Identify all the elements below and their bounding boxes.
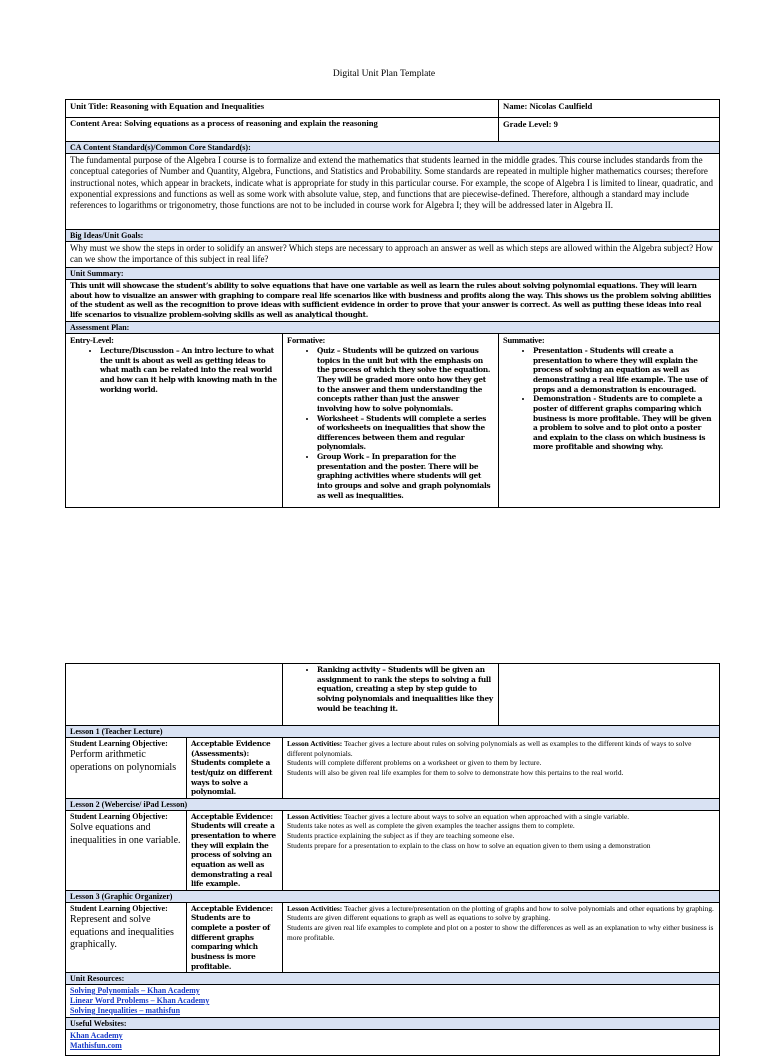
objective-text: Represent and solve equations and inequalities graphically. — [70, 914, 174, 951]
lesson-3-heading: Lesson 3 (Graphic Organizer) — [66, 890, 720, 902]
website-link-khan-academy[interactable]: Khan Academy — [70, 1031, 123, 1041]
big-ideas-heading: Big Ideas/Unit Goals: — [66, 230, 720, 242]
activity-line: Teacher gives a lecture/presentation on the plotting of graphs and how to solve polynomials and other equations by graphing. — [343, 903, 714, 913]
content-area-value: Solving equations as a process of reasoning and explain the reasoning — [124, 118, 378, 128]
lesson-1-objective-cell — [66, 738, 187, 799]
grade-label: Grade Level: — [503, 119, 552, 129]
formative-item: • Group Work – In preparation for the presentation and the poster. There will be graphing activities where students will get into groups and solve and graph polynomials as well as inequalities. — [317, 452, 494, 500]
lesson-2-activities-cell — [283, 810, 720, 890]
objective-label: Student Learning Objective: — [70, 811, 168, 821]
summative-item: • Presentation - Students will create a presentation to where they will explain the process of solving an equation as well as demonstrating a real life example. The use of props and a demonstration is encouraged. — [533, 346, 715, 394]
objective-label: Student Learning Objective: — [70, 903, 168, 913]
unit-resources-heading: Unit Resources: — [66, 973, 720, 985]
document-title: Digital Unit Plan Template — [332, 69, 436, 79]
activity-line: Students are given different equations to graph as well as equations to solve by graphing. — [287, 913, 551, 923]
activity-line: Students prepare for a presentation to explain to the class on how to solve an equation given to them using a demonstration — [287, 840, 651, 850]
unit-summary-text: This unit will showcase the student’s ability to solve equations that have one variable as well as learn the rules about solving polynomial equations. They will learn about how to visualize an answer with graphing to compare real life scenarios like with business and profits along the way. This shows us the problem solving abilities of the student as well as the recognition to prove ideas with sufficient evidence in order to prove that your answer is correct. As well as putting these ideas into real life scenarios to visualize problem-solving skills as well as analytical thought. — [66, 280, 720, 322]
activities-label: Lesson Activities: — [287, 739, 343, 748]
entry-level-label: Entry-Level: — [70, 335, 114, 345]
entry-item: • Lecture/Discussion – An intro lecture to what the unit is about as well as getting ideas to what math can be related into the real world and how can it help with knowing math in the working world. — [100, 346, 278, 394]
resource-link-solving-inequalities[interactable]: Solving Inequalities – mathisfun — [70, 1006, 181, 1016]
evidence-label: Acceptable Evidence: — [191, 811, 273, 821]
evidence-text: Students are to complete a poster of different graphs comparing which business is more profitable. — [191, 913, 270, 971]
evidence-label: Acceptable Evidence (Assessments): — [191, 739, 271, 758]
content-area-label: Content Area: — [70, 118, 123, 128]
activity-line: Students take notes as well as complete the given examples the teacher assigns them to complete. — [287, 821, 575, 831]
formative-item: • Worksheet – Students will complete a series of worksheets on inequalities that show the differences between them and regular polynomials. — [317, 414, 494, 453]
formative-cell-cont — [283, 664, 499, 726]
activity-line: Students are given real life examples to complete and plot on a poster to show the differences as well as an explanation to why either business is more profitable. — [287, 923, 714, 942]
formative-item: • Ranking activity – Students will be given an assignment to rank the steps to solving a full equation, creating a step by step guide to solving polynomials and inequalities like they would be teaching it. — [317, 665, 494, 713]
lesson-3-objective-cell — [66, 902, 187, 972]
activity-line: Students will also be given real life examples for them to solve to demonstrate how this pertains to the real world. — [287, 767, 624, 777]
name-value: Nicolas Caulfield — [529, 101, 593, 111]
summative-item: • Demonstration - Students are to complete a poster of different graphs comparing which business is more profitable. They will be given a problem to solve and to plot onto a poster and explain to the class on which business is more profitable and showing why. — [533, 394, 715, 452]
name-cell — [499, 100, 720, 118]
useful-websites-heading: Useful Websites: — [66, 1018, 720, 1030]
summative-label: Summative: — [503, 335, 545, 345]
unit-summary-heading: Unit Summary: — [66, 268, 720, 280]
standards-heading: CA Content Standard(s)/Common Core Standard(s): — [66, 142, 720, 154]
entry-level-cell-cont — [66, 664, 283, 726]
activity-line: Students practice explaining the subject as if they are teaching someone else. — [287, 831, 515, 840]
lesson-3-evidence-cell — [187, 902, 283, 972]
activity-line: Teacher gives a lecture about rules on solving polynomials as well as examples to the different kinds of ways to solve different polynomials. — [287, 739, 692, 758]
formative-item: • Quiz – Students will be quizzed on various topics in the unit but with the emphasis on the process of which they solve the equation. They will be graded more onto how they get to the answer and them understanding the concepts rather than just the answer involving how to solve polynomials. — [317, 346, 494, 413]
lesson-2-heading: Lesson 2 (Webercise/ iPad Lesson) — [66, 798, 720, 810]
unit-title-cell — [66, 100, 499, 118]
standards-text: The fundamental purpose of the Algebra I course is to formalize and extend the mathematics that students learned in the middle grades. This course includes standards from the conceptual categories of Number and Quantity, Algebra, Functions, and Statistics and Probability. Some standards are repeated in multiple higher mathematics courses; therefore instructional notes, which appear in brackets, indicate what is appropriate for study in this particular course. For example, the scope of Algebra I is limited to linear, quadratic, and exponential expressions and functions as well as some work with absolute value, step, and functions that are piecewise-defined. Therefore, although a standard may include references to logarithms or trigonometry, those functions are not to be included in course work for Algebra I; they will be addressed later in Algebra II. — [66, 154, 720, 230]
lesson-2-evidence-cell — [187, 810, 283, 890]
activities-label: Lesson Activities: — [287, 811, 343, 821]
activity-line: Students will complete different problems on a worksheet or given to them by lecture. — [287, 758, 542, 768]
evidence-label: Acceptable Evidence: — [191, 903, 273, 913]
grade-value: 9 — [553, 119, 558, 129]
lesson-1-activities-cell — [283, 738, 720, 799]
summative-cell — [499, 334, 720, 508]
resource-link-linear-word-problems[interactable]: Linear Word Problems – Khan Academy — [70, 996, 210, 1006]
formative-label: Formative: — [287, 335, 326, 345]
lesson-1-heading: Lesson 1 (Teacher Lecture) — [66, 726, 720, 738]
activities-label: Lesson Activities: — [287, 903, 343, 913]
unit-plan-table-page2 — [65, 663, 720, 1056]
unit-plan-table-page1 — [65, 99, 720, 508]
objective-text: Perform arithmetic operations on polynomials — [70, 749, 177, 773]
resource-link-solving-polynomials[interactable]: Solving Polynomials – Khan Academy — [70, 986, 200, 996]
website-link-mathisfun[interactable]: Mathisfun.com — [70, 1041, 122, 1051]
formative-cell — [283, 334, 499, 508]
lesson-3-activities-cell — [283, 902, 720, 972]
useful-websites-cell — [66, 1030, 720, 1056]
objective-label: Student Learning Objective: — [70, 739, 168, 748]
evidence-text: Students complete a test/quiz on different ways to solve a polynomial. — [191, 758, 273, 797]
grade-cell — [499, 118, 720, 142]
unit-title-value: Reasoning with Equation and Inequalities — [110, 101, 265, 111]
assessment-heading: Assessment Plan: — [66, 322, 720, 334]
activity-line: Teacher gives a lecture about ways to solve an equation when approached with a single variable. — [343, 811, 630, 821]
objective-text: Solve equations and inequalities in one variable. — [70, 822, 181, 846]
lesson-2-objective-cell — [66, 810, 187, 890]
lesson-1-evidence-cell — [187, 738, 283, 799]
unit-title-label: Unit Title: — [70, 101, 109, 111]
summative-cell-cont — [499, 664, 720, 726]
unit-resources-cell — [66, 985, 720, 1018]
name-label: Name: — [503, 101, 528, 111]
entry-level-cell — [66, 334, 283, 508]
big-ideas-text: Why must we show the steps in order to solidify an answer? Which steps are necessary to approach an answer as well as which steps are allowed within the Algebra subject? How can we show the importance of this subject in real life? — [66, 242, 720, 268]
content-area-cell — [66, 118, 499, 142]
evidence-text: Students will create a presentation to where they will explain the process of solving an equation as well as demonstrating a real life example. — [191, 821, 276, 889]
